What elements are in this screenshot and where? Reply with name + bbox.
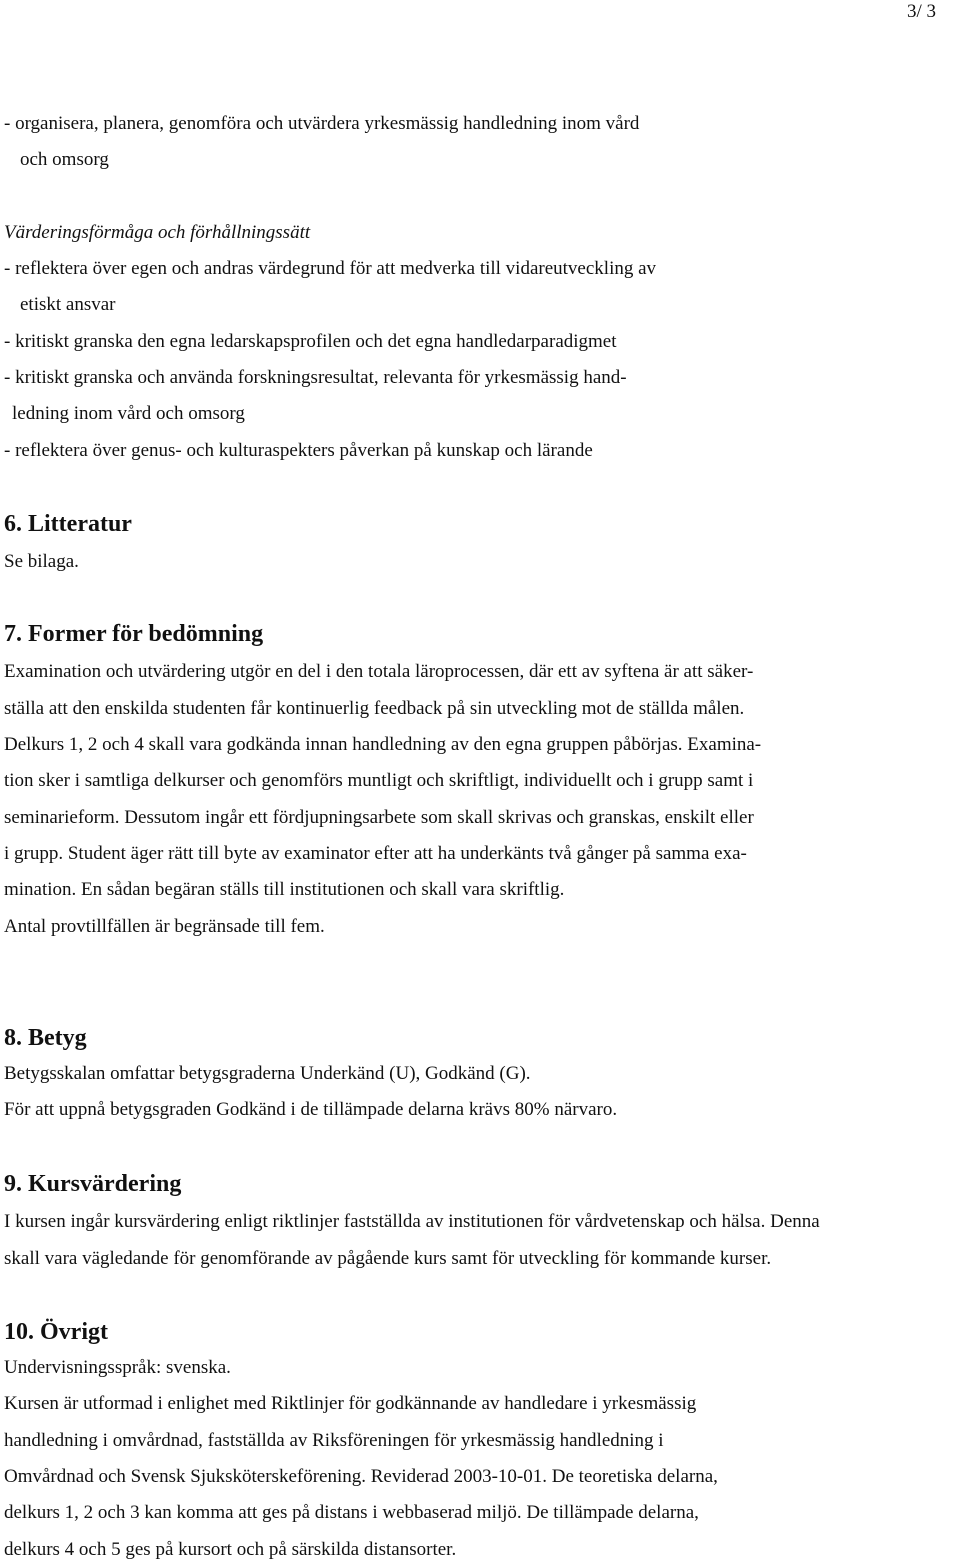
goal-line: och omsorg [20, 149, 109, 170]
section-heading-ovrigt: 10. Övrigt [4, 1319, 108, 1345]
goal-line: - reflektera över egen och andras värdegrund för att medverka till vidareutveckling av [4, 258, 657, 279]
goal-line: - reflektera över genus- och kulturaspekters påverkan på kunskap och lärande [4, 440, 593, 461]
section-heading-bedomning: 7. Former för bedömning [4, 621, 264, 647]
paragraph-line: delkurs 4 och 5 ges på kursort och på särskilda distansorter. [4, 1539, 457, 1560]
paragraph-line: Delkurs 1, 2 och 4 skall vara godkända innan handledning av den egna gruppen påbörjas. Examina- [4, 734, 762, 755]
paragraph-line: För att uppnå betygsgraden Godkänd i de tillämpade delarna krävs 80% närvaro. [4, 1099, 618, 1120]
paragraph-line: seminarieform. Dessutom ingår ett fördjupningsarbete som skall skrivas och granskas, enskilt eller [4, 807, 754, 828]
section-heading-litteratur: 6. Litteratur [4, 511, 132, 537]
goal-line: - kritiskt granska och använda forskningsresultat, relevanta för yrkesmässig hand- [4, 367, 627, 388]
paragraph-line: delkurs 1, 2 och 3 kan komma att ges på distans i webbaserad miljö. De tillämpade delarna, [4, 1502, 699, 1523]
paragraph-line: Antal provtillfällen är begränsade till fem. [4, 916, 325, 937]
paragraph-line: Se bilaga. [4, 551, 79, 572]
goal-line: ledning inom vård och omsorg [12, 403, 245, 424]
goal-line: - organisera, planera, genomföra och utvärdera yrkesmässig handledning inom vård [4, 113, 640, 134]
section-heading-betyg: 8. Betyg [4, 1025, 87, 1051]
paragraph-line: I kursen ingår kursvärdering enligt riktlinjer fastställda av institutionen för vårdvetenskap och hälsa. Denna [4, 1211, 820, 1232]
paragraph-line: Examination och utvärdering utgör en del i den totala läroprocessen, där ett av syftena är att säker- [4, 661, 754, 682]
page-number: 3/ 3 [906, 1, 936, 22]
section-heading-kursvardering: 9. Kursvärdering [4, 1171, 182, 1197]
paragraph-line: tion sker i samtliga delkurser och genomförs muntligt och skriftligt, individuellt och i grupp samt i [4, 770, 754, 791]
goal-line: etiskt ansvar [20, 294, 116, 315]
paragraph-line: Kursen är utformad i enlighet med Riktlinjer för godkännande av handledare i yrkesmässig [4, 1393, 697, 1414]
paragraph-line: Betygsskalan omfattar betygsgraderna Underkänd (U), Godkänd (G). [4, 1063, 531, 1084]
paragraph-line: mination. En sådan begäran ställs till institutionen och skall vara skriftlig. [4, 879, 565, 900]
paragraph-line: ställa att den enskilda studenten får kontinuerlig feedback på sin utveckling mot de ställda målen. [4, 698, 745, 719]
goal-line: - kritiskt granska den egna ledarskapsprofilen och det egna handledarparadigmet [4, 331, 617, 352]
subheading-values: Värderingsförmåga och förhållningssätt [4, 222, 311, 243]
paragraph-line: Undervisningsspråk: svenska. [4, 1357, 231, 1378]
paragraph-line: i grupp. Student äger rätt till byte av examinator efter att ha underkänts två gånger på samma exa- [4, 843, 747, 864]
paragraph-line: handledning i omvårdnad, fastställda av Riksföreningen för yrkesmässig handledning i [4, 1430, 664, 1451]
paragraph-line: skall vara vägledande för genomförande av pågående kurs samt för utveckling för kommande kurser. [4, 1248, 772, 1269]
paragraph-line: Omvårdnad och Svensk Sjuksköterskeförening. Reviderad 2003-10-01. De teoretiska delarna, [4, 1466, 718, 1487]
